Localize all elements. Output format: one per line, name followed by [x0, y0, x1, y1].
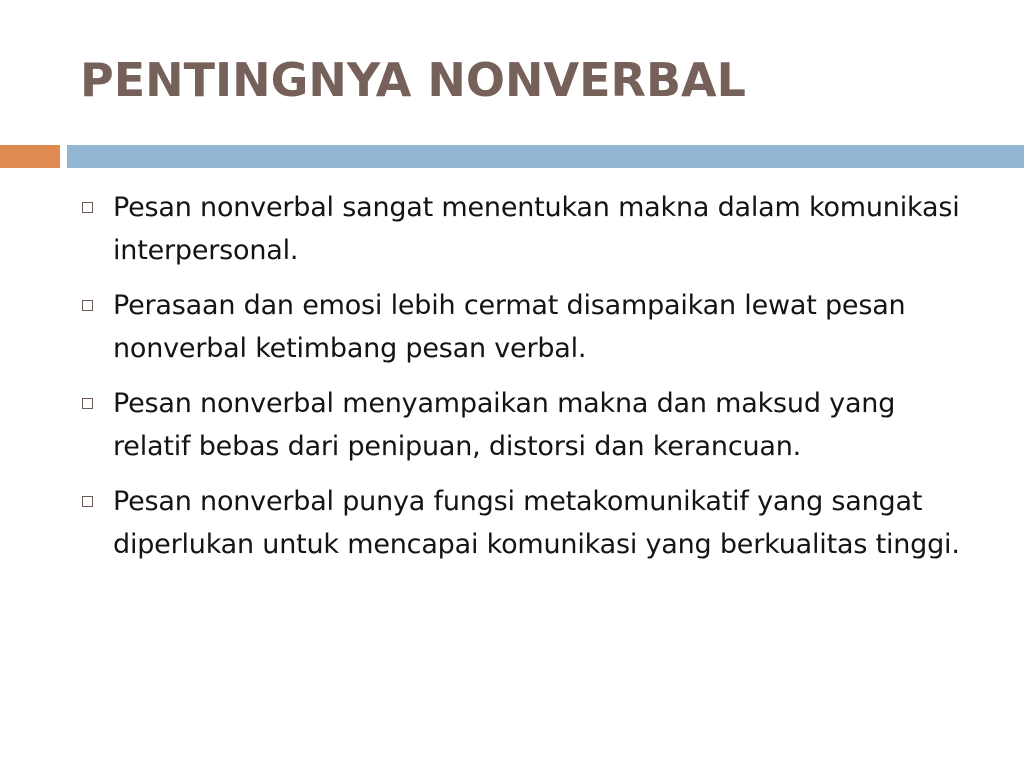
bullet-item [82, 382, 982, 468]
bullet-item [82, 284, 982, 370]
bullet-list [82, 186, 982, 578]
bullet-item [82, 186, 982, 272]
bullet-text: Pesan nonverbal punya fungsi metakomunikatif yang sangat diperlukan untuk mencapai komunikasi yang berkualitas tinggi. [113, 486, 960, 560]
square-bullet-icon [82, 300, 93, 311]
square-bullet-icon [82, 496, 93, 507]
bullet-text: Perasaan dan emosi lebih cermat disampaikan lewat pesan nonverbal ketimbang pesan verbal. [113, 290, 906, 364]
bullet-text: Pesan nonverbal sangat menentukan makna dalam komunikasi interpersonal. [113, 192, 960, 266]
title-divider-bar [67, 145, 1024, 168]
bullet-text: Pesan nonverbal menyampaikan makna dan maksud yang relatif bebas dari penipuan, distorsi dan kerancuan. [113, 388, 896, 462]
square-bullet-icon [82, 202, 93, 213]
bullet-item [82, 480, 982, 566]
slide-title: PENTINGNYA NONVERBAL [80, 53, 746, 107]
square-bullet-icon [82, 398, 93, 409]
accent-bar [0, 145, 60, 168]
